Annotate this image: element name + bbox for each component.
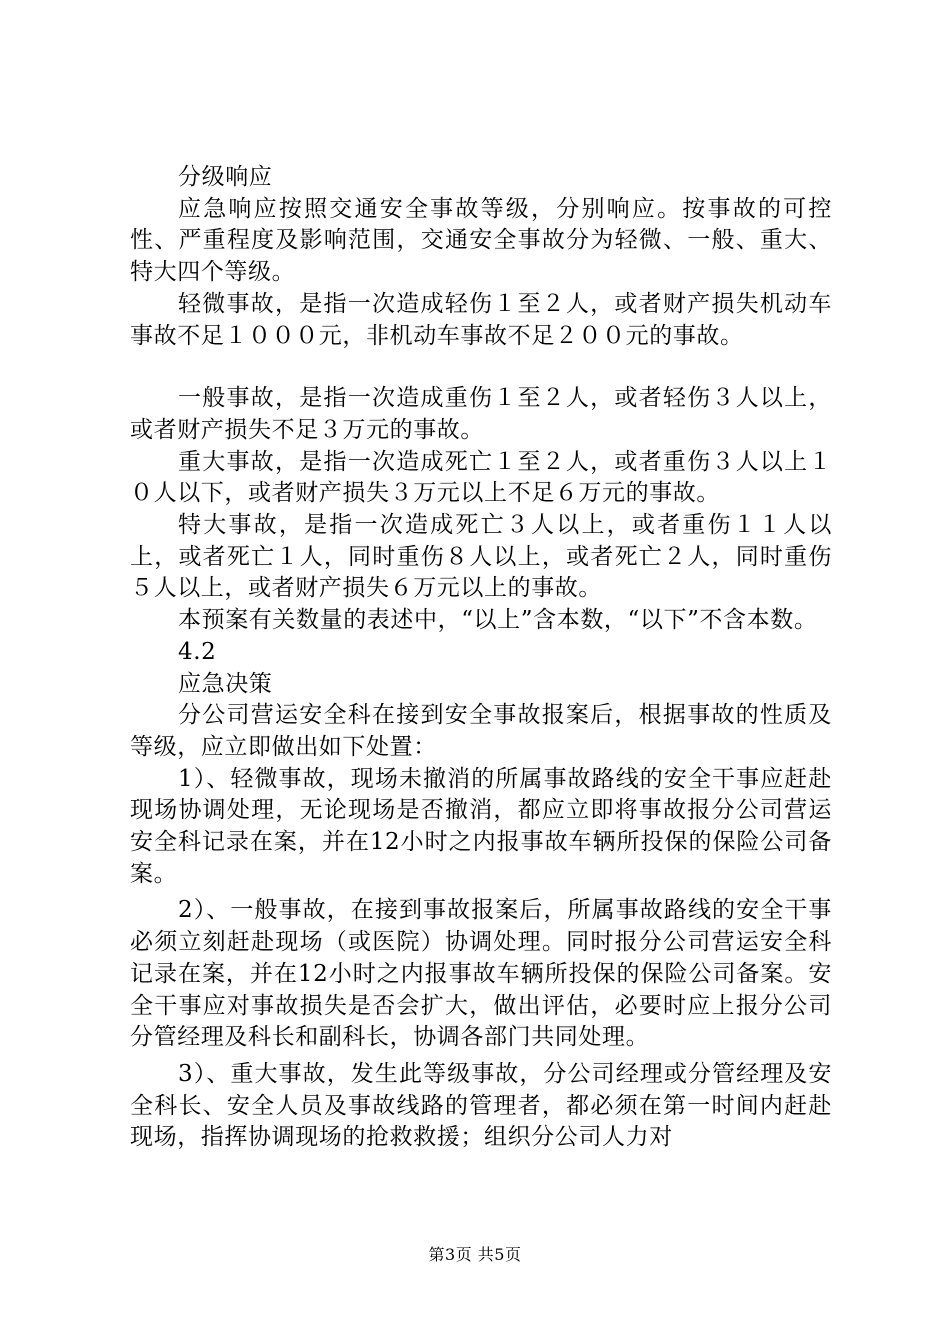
paragraph-general-accident: 一般事故，是指一次造成重伤１至２人，或者轻伤３人以上，或者财产损失不足３万元的事故。 xyxy=(130,385,832,443)
document-body xyxy=(130,162,832,1154)
paragraph-item-1: 1）、轻微事故，现场未撤消的所属事故路线的安全干事应赶赴现场协调处理，无论现场是否撤消，都应立即将事故报分公司营运安全科记录在案，并在12小时之内报事故车辆所投保的保险公司备案。 xyxy=(130,765,832,887)
section-heading-graded-response: 分级响应 xyxy=(178,164,273,190)
paragraph-quantity-note: 本预案有关数量的表述中，“以上”含本数，“以下”不含本数。 xyxy=(178,607,818,634)
paragraph-item-3: 3）、重大事故，发生此等级事故，分公司经理或分管经理及安全科长、安全人员及事故线路的管理者，都必须在第一时间内赶赴现场，指挥协调现场的抢救救援；组织分公司人力对 xyxy=(130,1060,832,1151)
paragraph-severe-accident: 特大事故，是指一次造成死亡３人以上，或者重伤１１人以上，或者死亡１人，同时重伤８人以上，或者死亡２人，同时重伤５人以上，或者财产损失６万元以上的事故。 xyxy=(130,512,832,602)
page-footer: 第3页 共5页 xyxy=(428,1245,522,1264)
section-number: 4.2 xyxy=(178,638,217,665)
paragraph-minor-accident: 轻微事故，是指一次造成轻伤１至２人，或者财产损失机动车事故不足１０００元，非机动车事故不足２００元的事故。 xyxy=(130,290,832,349)
paragraph-major-accident: 重大事故，是指一次造成死亡１至２人，或者重伤３人以上１０人以下，或者财产损失３万元以上不足６万元的事故。 xyxy=(130,448,832,507)
paragraph-decision-intro: 分公司营运安全科在接到安全事故报案后，根据事故的性质及等级，应立即做出如下处置： xyxy=(130,702,832,760)
paragraph-response-intro: 应急响应按照交通安全事故等级，分别响应。按事故的可控性、严重程度及影响范围，交通安全事故分为轻微、一般、重大、特大四个等级。 xyxy=(130,195,832,286)
paragraph-item-2: 2）、一般事故，在接到事故报案后，所属事故路线的安全干事必须立刻赶赴现场（或医院）协调处理。同时报分公司营运安全科记录在案，并在12小时之内报事故车辆所投保的保险公司备案。安全干事应对事故损失是否会扩大，做出评估，必要时应上报分公司分管经理及科长和副科长，协调各部门共同处理。 xyxy=(130,897,832,1051)
section-heading-emergency-decision: 应急决策 xyxy=(178,670,273,697)
